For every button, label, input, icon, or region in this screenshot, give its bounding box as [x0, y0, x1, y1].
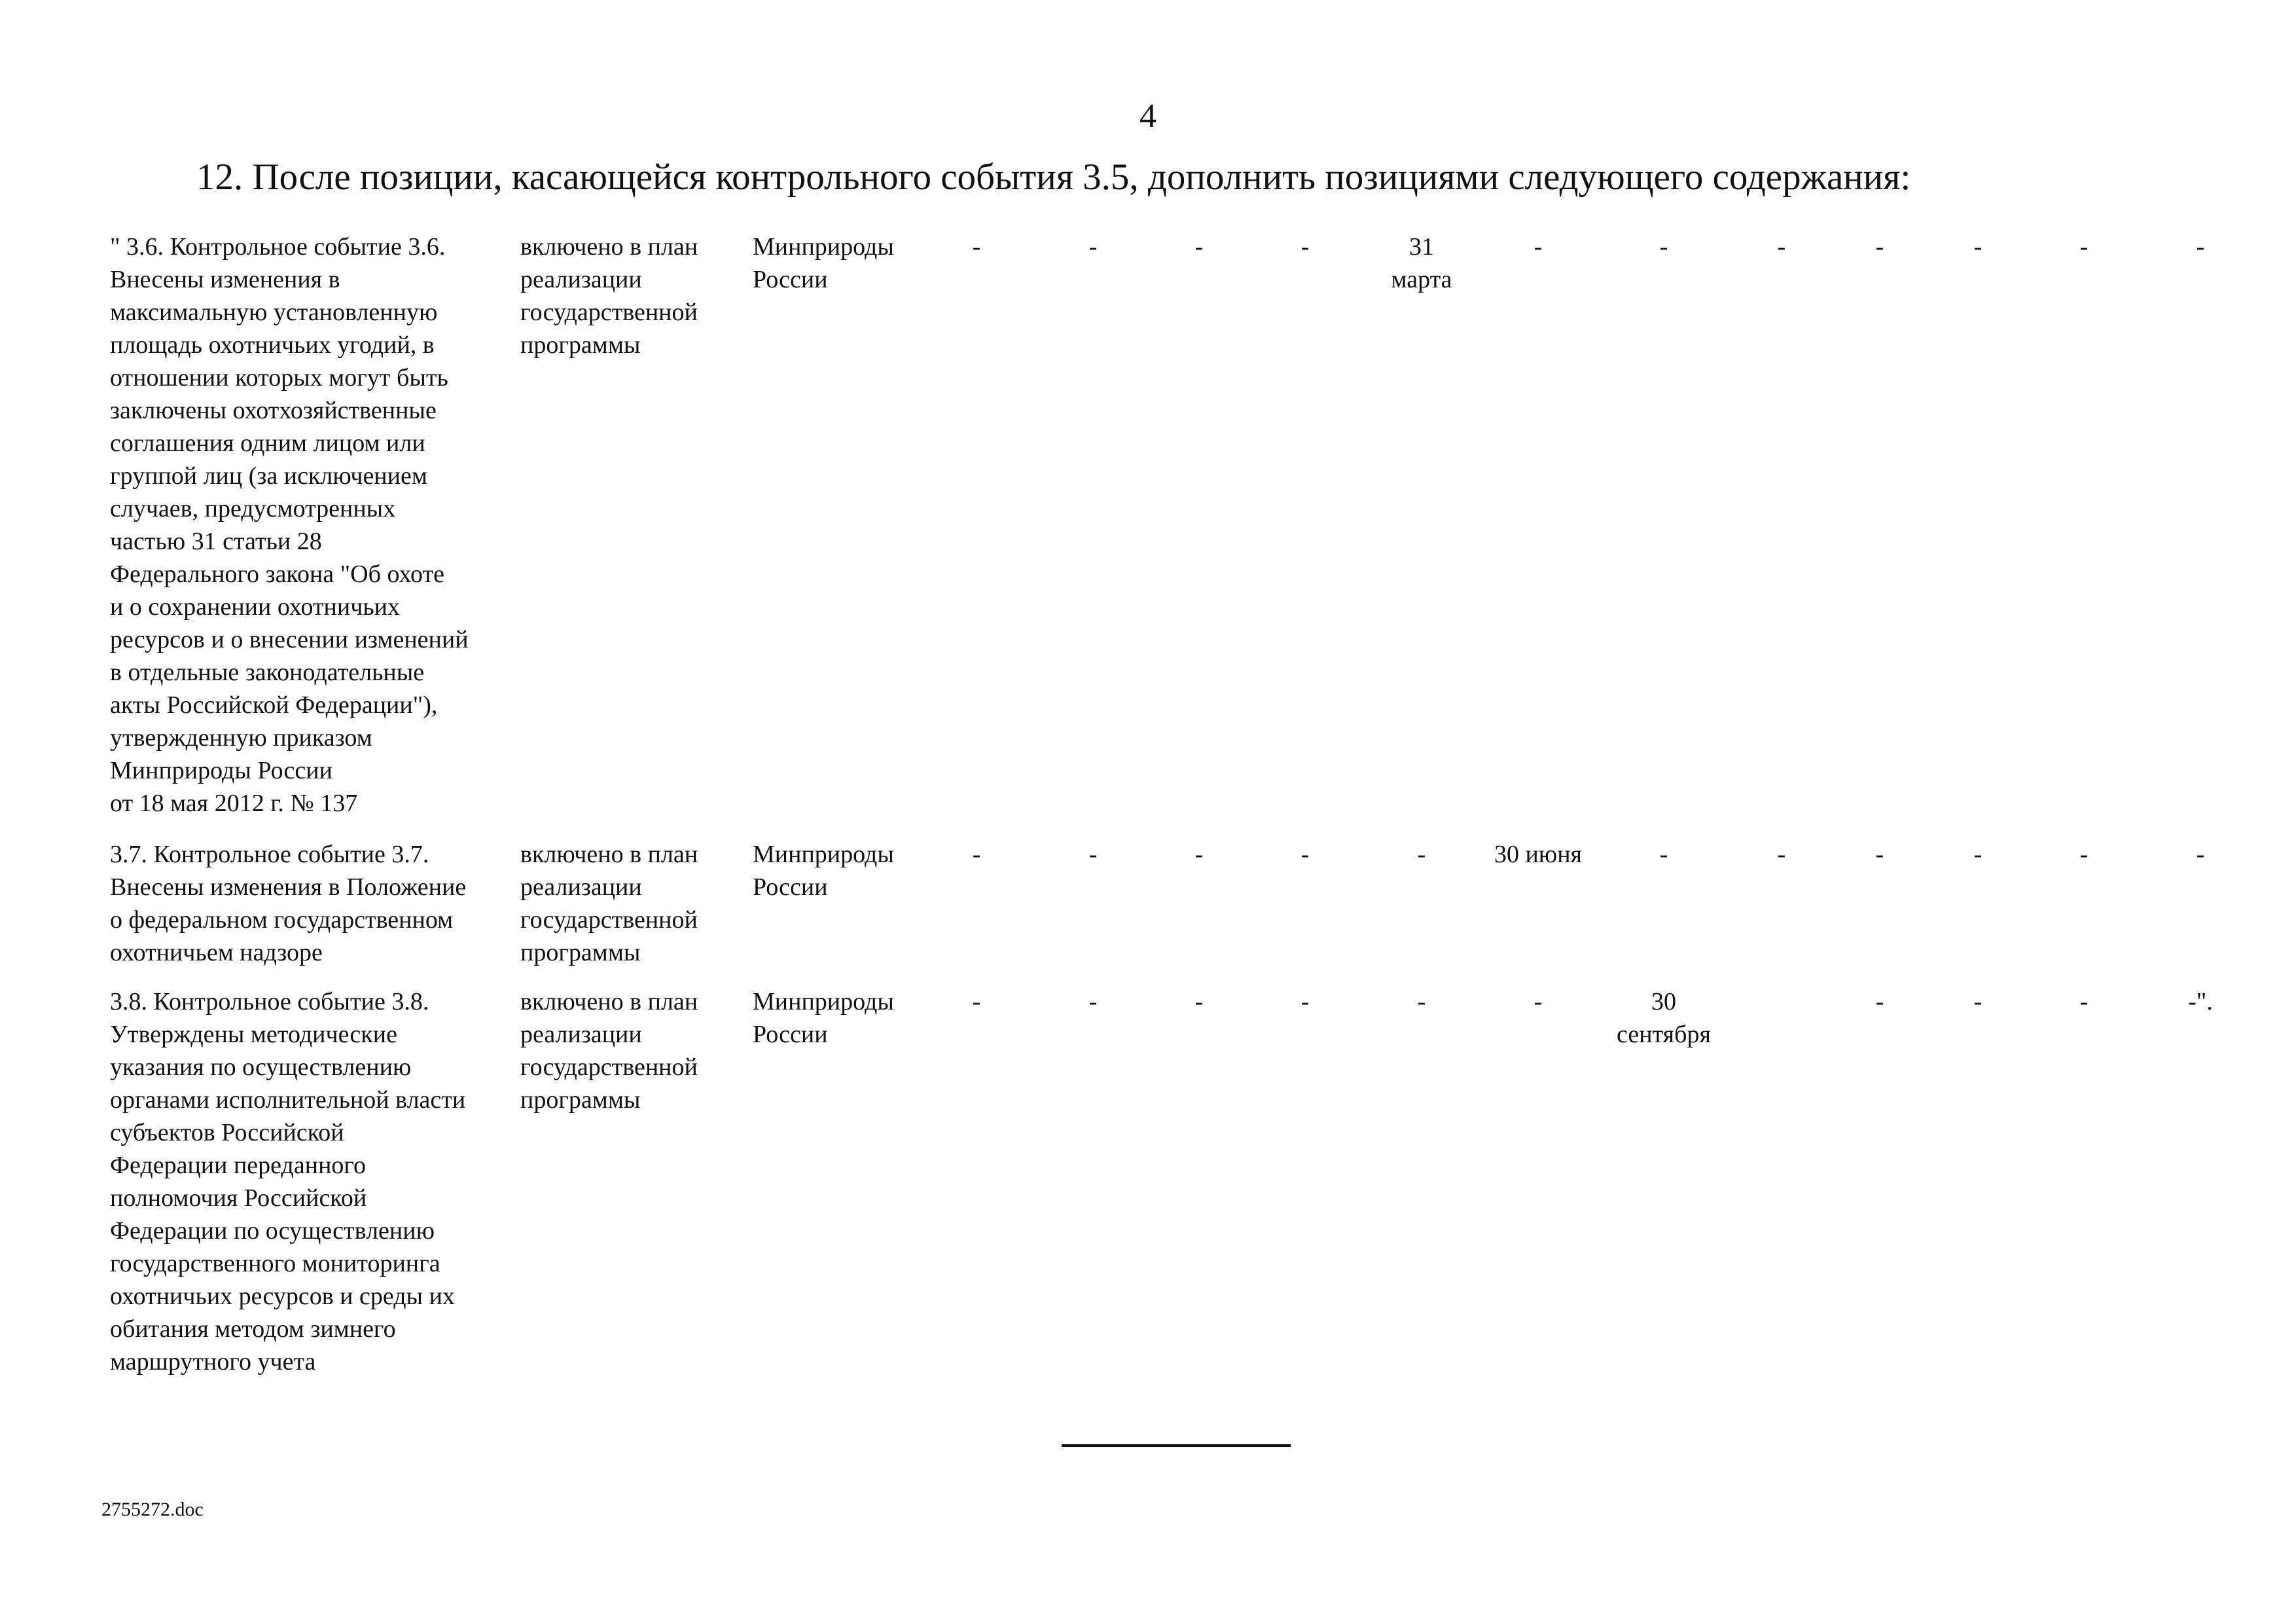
row-status: включено в план реализации государственной программы: [520, 841, 698, 966]
row-mark: -: [2079, 233, 2089, 261]
row-mark: -: [972, 988, 981, 1015]
row-organization: Минприроды России: [753, 988, 894, 1048]
row-description: " 3.6. Контрольное событие 3.6. Внесены изменения в максимальную установленную площадь охотничьих угодий, в отношении которых могут быть заключены охотхозяйственные соглашения одним лицом или группой лиц (за исключением случаев, предусмотренных частью 31 статьи 28 Федерального закона "Об охоте и о сохранении охотничьих ресурсов и о внесении изменений в отдельные законодательные акты Российской Федерации"), утвержденную приказом Минприроды России от 18 мая 2012 г. № 137: [110, 233, 469, 817]
row-mark: -: [1777, 233, 1786, 261]
row-mark: -: [1194, 233, 1204, 261]
row-status: включено в план реализации государственной программы: [520, 233, 698, 359]
row-mark: -: [1659, 841, 1668, 868]
row-mark: -: [2079, 841, 2089, 868]
row-mark: -: [1088, 988, 1098, 1015]
row-mark: -: [1973, 841, 1982, 868]
row-mark: -: [1534, 233, 1543, 261]
row-organization: Минприроды России: [753, 233, 894, 293]
row-mark: -".: [2188, 988, 2213, 1015]
table-row: [0, 838, 2296, 969]
row-description: 3.7. Контрольное событие 3.7. Внесены изменения в Положение о федеральном государственном охотничьем надзоре: [110, 841, 467, 966]
row-mark: -: [1088, 233, 1098, 261]
page-number: 4: [1139, 98, 1157, 135]
footer-file-name: 2755272.doc: [101, 1499, 204, 1520]
row-mark: -: [1417, 841, 1426, 868]
row-mark: -: [1973, 988, 1982, 1015]
table-row: [0, 985, 2296, 1385]
row-organization: Минприроды России: [753, 841, 894, 901]
row-description: 3.8. Контрольное событие 3.8. Утверждены методические указания по осуществлению органами исполнительной власти субъектов Российской Федерации переданного полномочия Российской Федерации по осуществлению государственного мониторинга охотничьих ресурсов и среды их обитания методом зимнего маршрутного учета: [110, 988, 466, 1376]
row-mark: -: [1534, 988, 1543, 1015]
row-status: включено в план реализации государственной программы: [520, 988, 698, 1114]
row-mark: -: [1659, 233, 1668, 261]
row-mark: -: [1875, 841, 1884, 868]
row-mark: -: [2196, 233, 2205, 261]
row-mark: -: [1417, 988, 1426, 1015]
row-mark: -: [1300, 233, 1310, 261]
row-mark: 30 сентября: [1617, 988, 1711, 1048]
row-mark: -: [2079, 988, 2089, 1015]
row-mark: -: [1875, 988, 1884, 1015]
row-mark: -: [1777, 841, 1786, 868]
row-mark: -: [2196, 841, 2205, 868]
row-mark: -: [1300, 841, 1310, 868]
table-row: [0, 230, 2296, 823]
row-mark: -: [1194, 841, 1204, 868]
row-mark: -: [1194, 988, 1204, 1015]
row-mark: -: [972, 841, 981, 868]
row-mark: 31 марта: [1391, 233, 1452, 293]
row-mark: -: [1875, 233, 1884, 261]
row-mark: -: [972, 233, 981, 261]
row-mark: 30 июня: [1494, 841, 1583, 868]
separator-line: [1062, 1444, 1291, 1447]
row-mark: -: [1973, 233, 1982, 261]
row-mark: -: [1300, 988, 1310, 1015]
row-mark: -: [1088, 841, 1098, 868]
heading: 12. После позиции, касающейся контрольного события 3.5, дополнить позициями следующего содержания:: [196, 156, 1911, 198]
